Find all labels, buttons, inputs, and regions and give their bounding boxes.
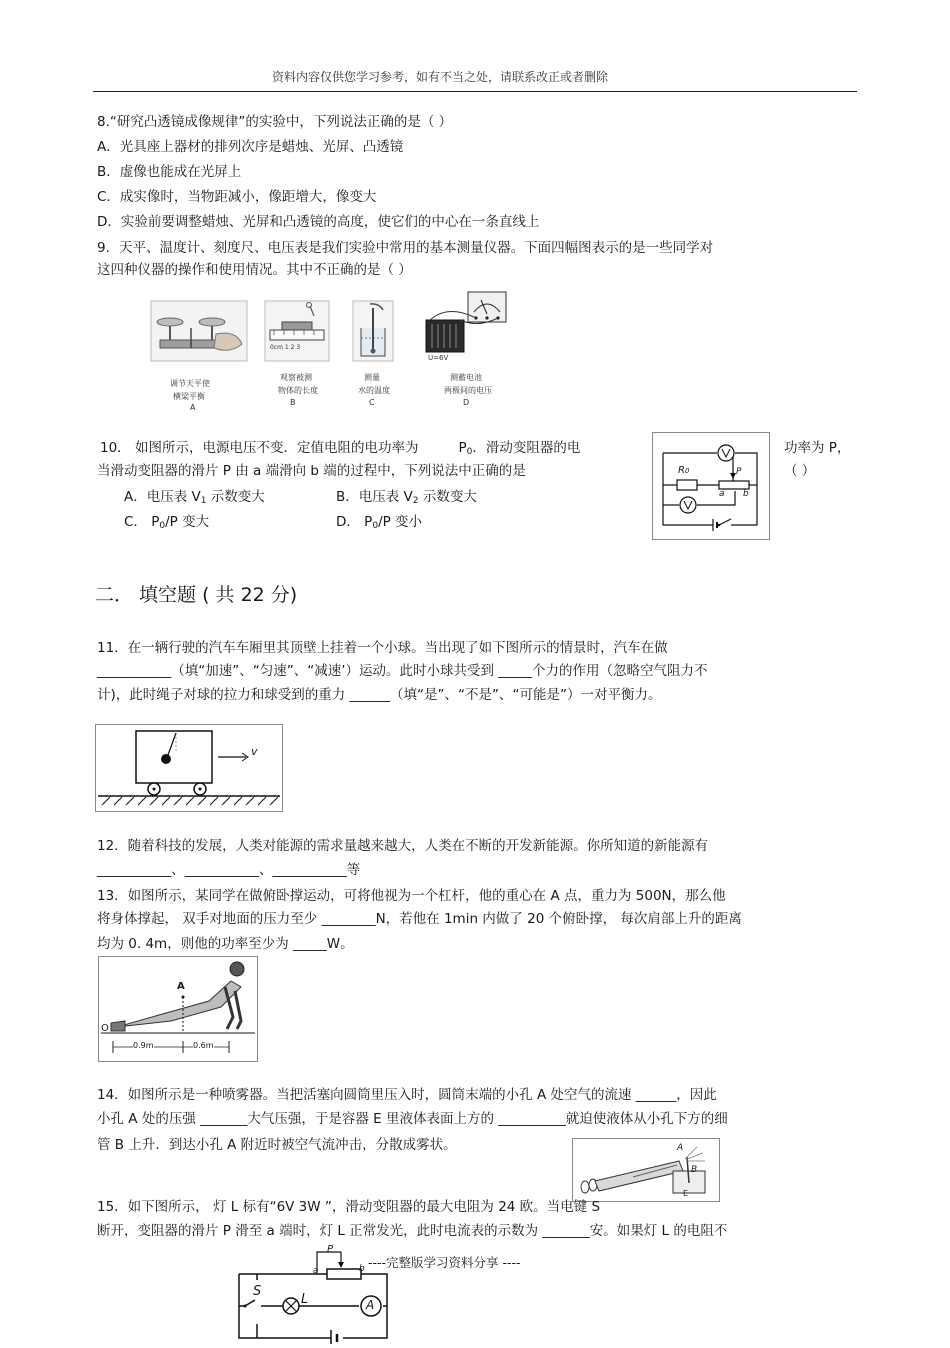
q9-caption-d2: 两极间的电压 xyxy=(444,386,492,395)
q9-fig-b-scale-label: 0cm 1 2 3 xyxy=(270,344,301,351)
q13-line1: 13．如图所示，某同学在做俯卧撑运动，可将他视为一个杠杆，他的重心在 A 点，重力为 500N，那么他 xyxy=(97,888,726,904)
q10-option-a: A．电压表 $V_1$ 示数变大 xyxy=(124,489,265,506)
q11-line3: 计)，此时绳子对球的拉力和球受到的重力 ______（填“是”、“不是”、“可能是”）一对平衡力。 xyxy=(97,687,662,703)
q11-line1: 11．在一辆行驶的汽车车厢里其顶壁上挂着一个小球。当出现了如下图所示的情景时，汽车在做 xyxy=(97,640,668,656)
q12-line2: ___________、___________、___________等 xyxy=(97,862,361,878)
q13-distance-2: 0.6m xyxy=(193,1041,214,1050)
q10-line2: 当滑动变阻器的滑片 P 由 a 端滑向 b 端的过程中，下列说法中正确的是 xyxy=(97,463,526,479)
q9-caption-c-letter: C xyxy=(369,398,375,407)
q15-line2: 断开，变阻器的滑片 P 滑至 a 端时，灯 L 正常发光，此时电流表的示数为 _______安。如果灯 L 的电阻不 xyxy=(97,1223,728,1239)
q13-point-o-label: O xyxy=(101,1023,109,1034)
q9-fig-d-battery-label: U=6V xyxy=(428,354,449,362)
q14-sprayer-figure xyxy=(572,1138,720,1202)
section-fill-in-heading: 二． 填空题 ( 共 22 分) xyxy=(95,584,298,606)
q9-fig-b-ruler xyxy=(264,300,330,362)
q15-b-label: b xyxy=(359,1264,365,1274)
q15-line1: 15．如下图所示， 灯 L 标有“6V 3W ”，滑动变阻器的最大电阻为 24 欧。当电键 S xyxy=(97,1199,601,1215)
q14-line2: 小孔 A 处的压强 _______大气压强，于是容器 E 里液体表面上方的 __________就迫使液体从小孔下方的细 xyxy=(97,1111,728,1127)
q10-option-b: B．电压表 $V_2$ 示数变大 xyxy=(336,489,477,506)
q9-caption-b2: 物体的长度 xyxy=(278,386,318,395)
q10-b-label: b xyxy=(743,489,749,499)
q15-lamp-l-label: L xyxy=(301,1292,309,1307)
q10-line1: 10． 如图所示，电源电压不变．定值电阻的电功率为 $P_0$．滑动变阻器的电 xyxy=(100,440,581,457)
q9-caption-b1: 观察被测 xyxy=(280,373,312,382)
q9-caption-b-letter: B xyxy=(290,398,296,407)
q8-option-b: B．虚像也能成在光屏上 xyxy=(97,164,242,180)
q13-pushup-figure xyxy=(98,956,258,1062)
q8-option-d: D．实验前要调整蜡烛、光屏和凸透镜的高度，使它们的中心在一条直线上 xyxy=(97,214,540,230)
q9-caption-d1: 测蓄电池 xyxy=(450,373,482,382)
q10-circuit-diagram xyxy=(652,432,770,540)
q9-caption-c2: 水的温度 xyxy=(358,386,390,395)
q14-line1: 14．如图所示是一种喷雾器。当把活塞向圆筒里压入时，圆筒末端的小孔 A 处空气的流速 ______，因此 xyxy=(97,1087,717,1103)
q11-velocity-label: v xyxy=(251,745,258,758)
q10-line2-right: （ ） xyxy=(784,463,816,479)
q9-stem-line1: 9．天平、温度计、刻度尺、电压表是我们实验中常用的基本测量仪器。下面四幅图表示的是一些同学对 xyxy=(97,240,714,256)
q9-caption-a1: 调节天平使 xyxy=(170,379,210,388)
q14-container-e-label: E xyxy=(683,1189,689,1198)
q11-car-figure xyxy=(95,724,283,812)
q10-r0-label: R0 xyxy=(678,465,690,476)
q8-stem: 8.“研究凸透镜成像规律”的实验中，下列说法正确的是（ ） xyxy=(97,114,453,130)
q9-fig-d-voltmeter xyxy=(418,290,510,368)
q15-p-label: P xyxy=(327,1244,334,1255)
q11-line2: ___________（填“加速”、“匀速”、“减速’）运动。此时小球共受到 _____个力的作用（忽略空气阻力不 xyxy=(97,663,708,679)
q9-fig-c-thermometer xyxy=(352,300,394,362)
q9-caption-a2: 横梁平衡 xyxy=(173,392,205,401)
q13-distance-1: 0.9m xyxy=(133,1041,154,1050)
q9-caption-d-letter: D xyxy=(463,398,470,407)
q13-point-a-label: A xyxy=(177,981,185,992)
q15-switch-s-label: S xyxy=(253,1284,262,1299)
q15-ammeter-label: A xyxy=(366,1298,375,1312)
q9-fig-a-balance xyxy=(150,300,248,362)
page-header: 资料内容仅供您学习参考，如有不当之处，请联系改正或者删除 xyxy=(272,70,609,84)
q15-a-label: a xyxy=(313,1266,319,1276)
q9-stem-line2: 这四种仪器的操作和使用情况。其中不正确的是（ ） xyxy=(97,262,412,278)
q14-point-a-label: A xyxy=(677,1143,684,1153)
header-rule xyxy=(93,91,857,92)
q13-line3: 均为 0. 4m，则他的功率至少为 _____W。 xyxy=(97,936,354,952)
q10-option-d: D． $P_0/P$ 变小 xyxy=(336,514,423,531)
q12-line1: 12．随着科技的发展，人类对能源的需求量越来越大，人类在不断的开发新能源。你所知道的新能源有 xyxy=(97,838,709,854)
q13-line2: 将身体撑起， 双手对地面的压力至少 ________N，若他在 1min 内做了 20 个俯卧撑， 每次肩部上升的距离 xyxy=(97,911,742,927)
q10-a-label: a xyxy=(719,489,725,499)
q10-line1-right: 功率为 P， xyxy=(784,440,851,456)
q10-p-label: P xyxy=(736,467,742,477)
q9-caption-a-letter: A xyxy=(190,403,196,412)
q14-line3: 管 B 上升．到达小孔 A 附近时被空气流冲击，分散成雾状。 xyxy=(97,1137,457,1153)
q9-caption-c1: 测量 xyxy=(364,373,380,382)
q10-option-c: C． $P_0/P$ 变大 xyxy=(124,514,210,531)
q8-option-a: A．光具座上器材的排列次序是蜡烛、光屏、凸透镜 xyxy=(97,139,404,155)
page-footer: ----完整版学习资料分享 ---- xyxy=(368,1255,521,1270)
q14-point-b-label: B xyxy=(691,1165,698,1175)
q8-option-c: C．成实像时，当物距减小，像距增大，像变大 xyxy=(97,189,377,205)
